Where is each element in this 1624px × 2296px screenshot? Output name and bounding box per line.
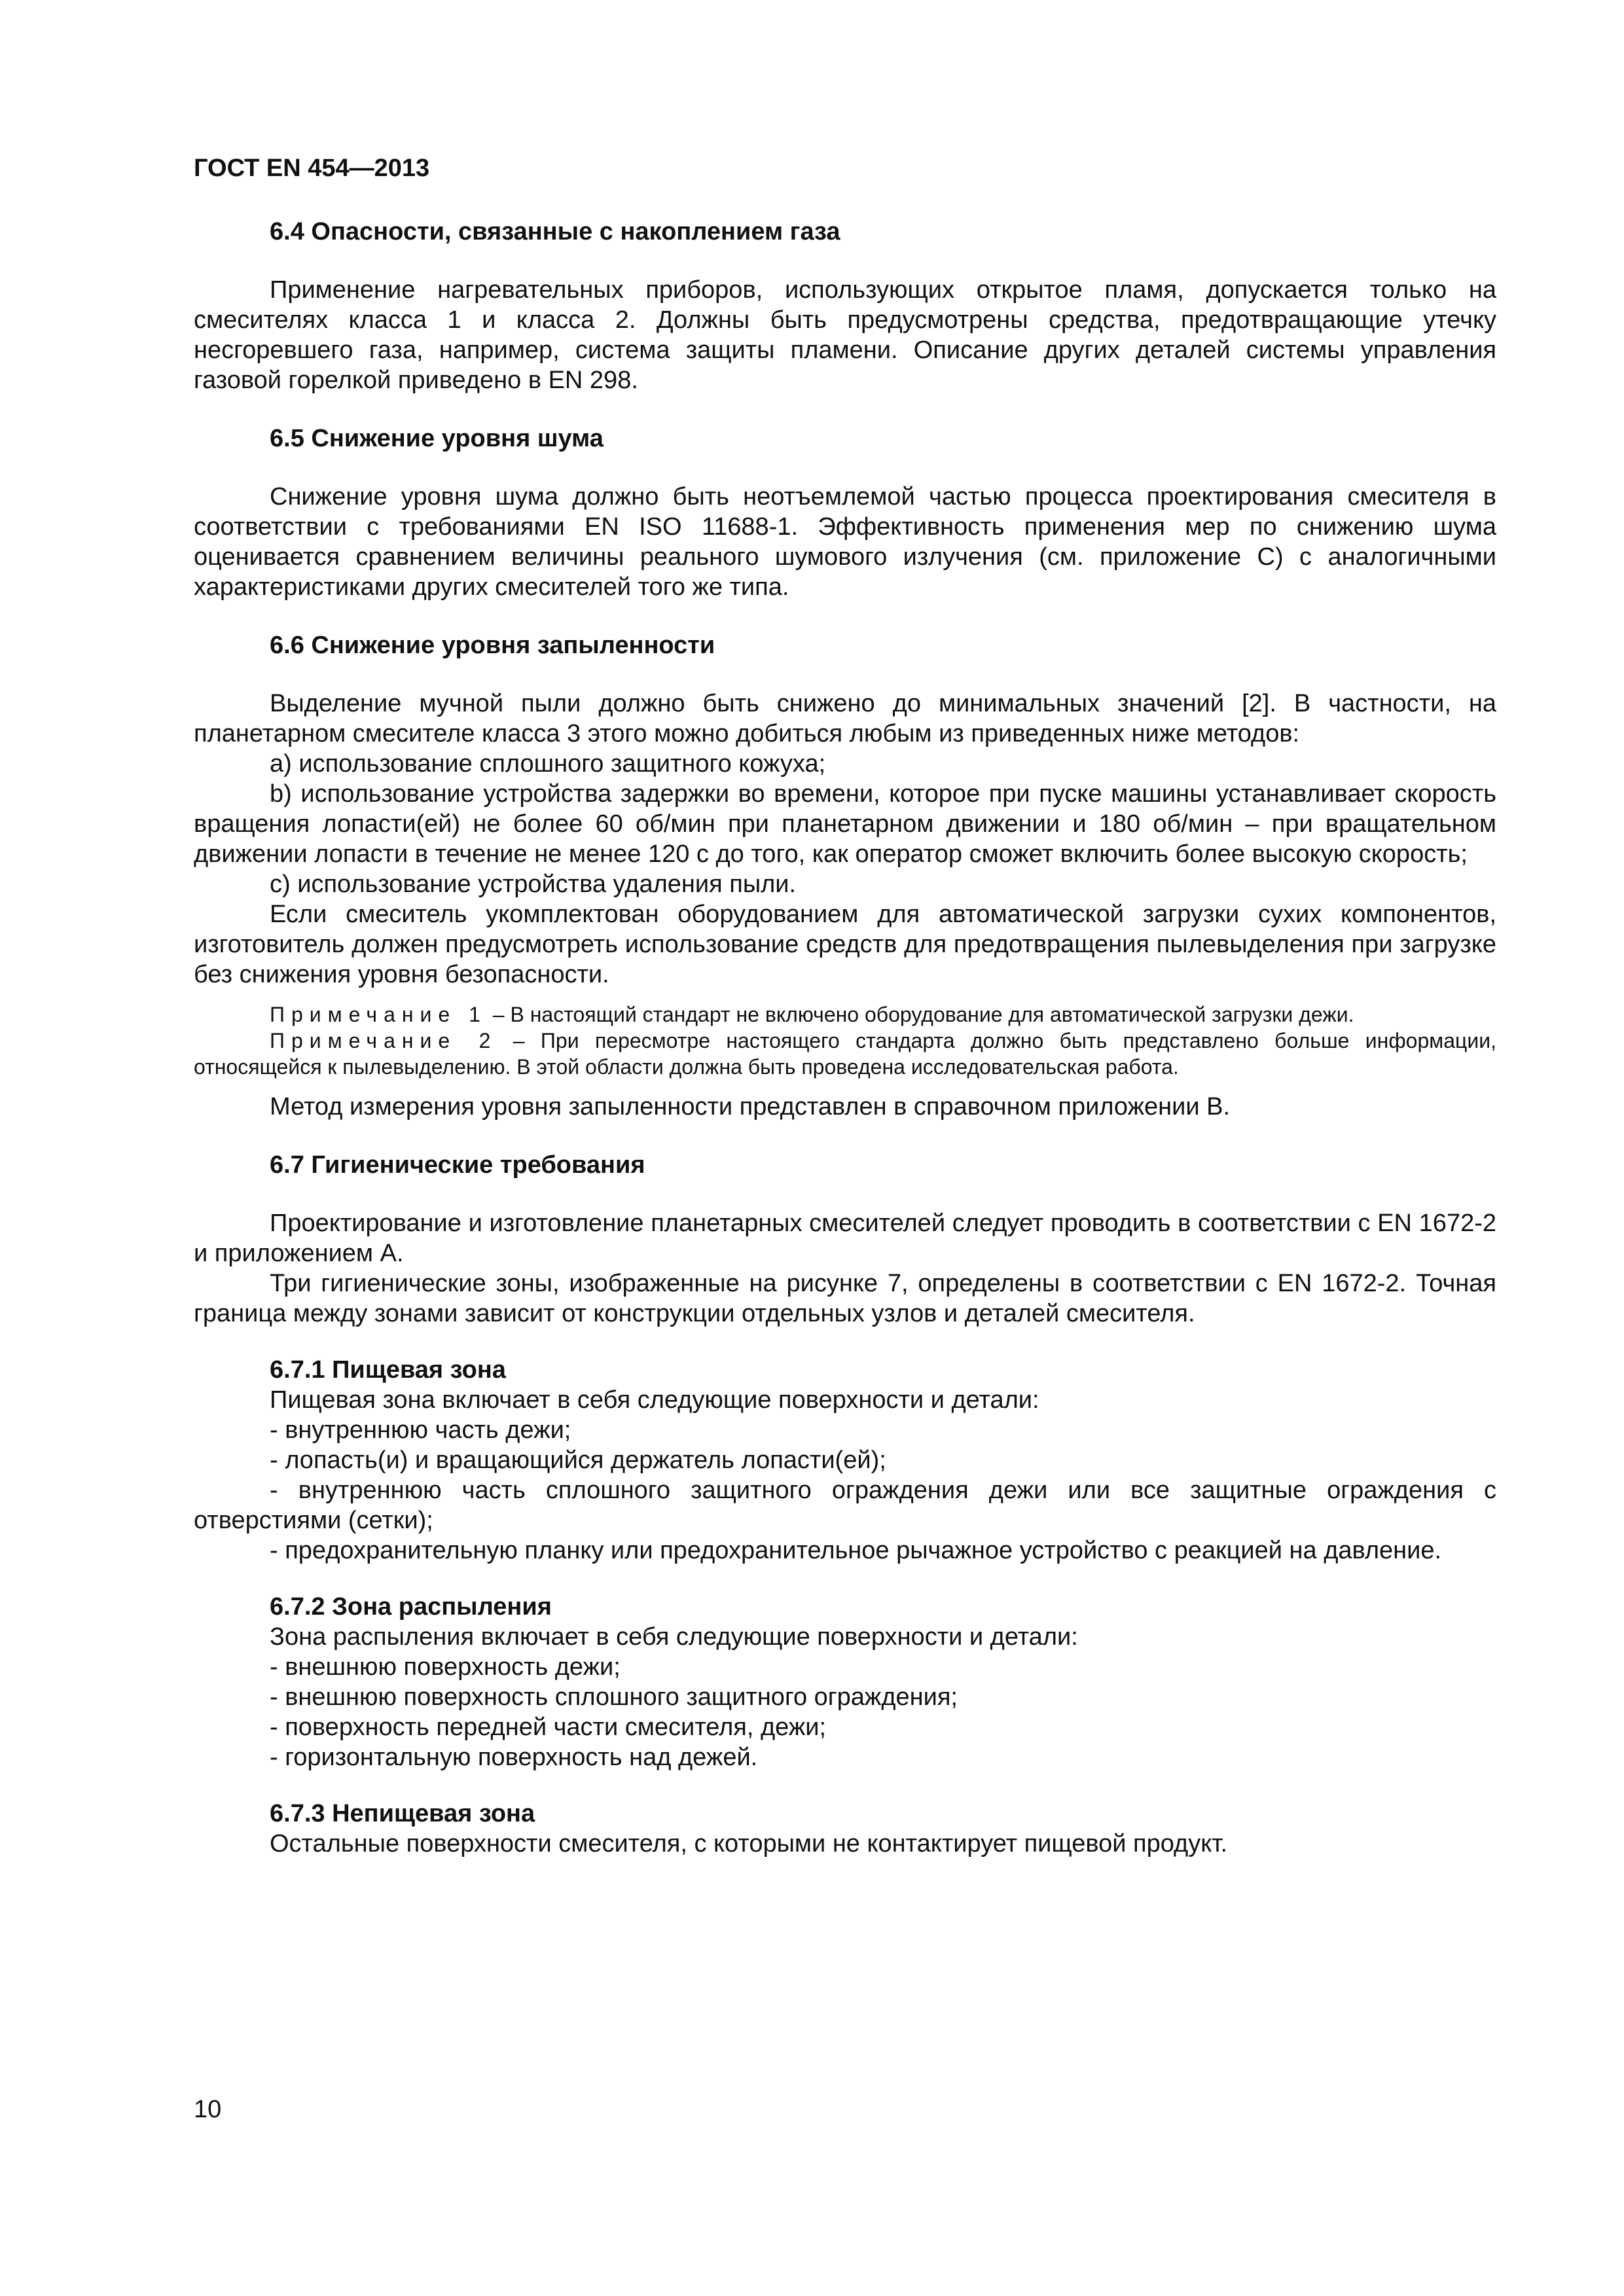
section-6-7-2-title: 6.7.2 Зона распыления	[270, 1593, 552, 1621]
list-item: - предохранительную планку или предохранительное рычажное устройство с реакцией на давление.	[270, 1537, 1442, 1564]
page-content	[194, 152, 1496, 1859]
section-6-7-title: 6.7 Гигиенические требования	[270, 1151, 645, 1179]
note-2-text: – При пересмотре настоящего стандарта должно быть представлено больше информации, относящейся к пылевыделению. В этой области должна быть проведена исследовательская работа.	[194, 1029, 1497, 1079]
section-6-7-2-intro: Зона распыления включает в себя следующие поверхности и детали:	[270, 1623, 1078, 1651]
list-item-c: с) использование устройства удаления пыли.	[270, 870, 797, 898]
list-item: - внешнюю поверхность сплошного защитного ограждения;	[270, 1683, 958, 1711]
note-1-text: – В настоящий стандарт не включено оборудование для автоматической загрузки дежи.	[486, 1003, 1354, 1026]
list-item-a: а) использование сплошного защитного кожуха;	[270, 750, 826, 778]
section-6-5-title: 6.5 Снижение уровня шума	[270, 425, 604, 452]
section-6-6-paragraph-3: Метод измерения уровня запыленности представлен в справочном приложении В.	[270, 1093, 1231, 1121]
note-2-label: Примечание 2	[270, 1029, 497, 1052]
section-6-7-3-title: 6.7.3 Непищевая зона	[270, 1800, 535, 1827]
section-6-7-1-title: 6.7.1 Пищевая зона	[270, 1356, 506, 1384]
section-6-6-paragraph-1: Выделение мучной пыли должно быть снижено до минимальных значений [2]. В частности, на планетарном смесителе класса 3 этого можно добиться любым из приведенных ниже методов:	[194, 690, 1496, 747]
list-item: - внешнюю поверхность дежи;	[270, 1653, 621, 1681]
section-6-4-paragraph: Применение нагревательных приборов, использующих открытое пламя, допускается только на смесителях класса 1 и класса 2. Должны быть предусмотрены средства, предотвращающие утечку несгоревшего газа, например, система защиты пламени. Описание других деталей системы управления газовой горелкой приведено в EN 298.	[194, 276, 1496, 394]
list-item: - горизонтальную поверхность над дежей.	[270, 1744, 758, 1771]
section-6-4-title: 6.4 Опасности, связанные с накоплением газа	[270, 218, 840, 245]
list-item: - внутреннюю часть сплошного защитного ограждения дежи или все защитные ограждения с отверстиями (сетки);	[194, 1477, 1496, 1534]
note-1-label: Примечание 1	[270, 1003, 487, 1026]
section-6-6-paragraph-2: Если смеситель укомплектован оборудованием для автоматической загрузки сухих компонентов, изготовитель должен предусмотреть использование средств для предотвращения пылевыделения при загрузке без снижения уровня безопасности.	[194, 901, 1496, 988]
list-item-b: b) использование устройства задержки во времени, которое при пуске машины устанавливает скорость вращения лопасти(ей) не более 60 об/мин при планетарном движении и 180 об/мин – при вращательном движении лопасти в течение не менее 120 с до того, как оператор сможет включить более высокую скорость;	[194, 780, 1496, 868]
section-6-7-paragraph-2: Три гигиенические зоны, изображенные на рисунке 7, определены в соответствии с EN 1672-2. Точная граница между зонами зависит от конструкции отдельных узлов и деталей смесителя.	[194, 1270, 1496, 1327]
list-item: - поверхность передней части смесителя, дежи;	[270, 1713, 827, 1741]
list-item: - лопасть(и) и вращающийся держатель лопасти(ей);	[270, 1446, 886, 1474]
page-number: 10	[194, 2096, 222, 2123]
document-header: ГОСТ EN 454—2013	[194, 154, 430, 182]
section-6-7-1-intro: Пищевая зона включает в себя следующие поверхности и детали:	[270, 1386, 1039, 1414]
section-6-7-3-text: Остальные поверхности смесителя, с которыми не контактирует пищевой продукт.	[270, 1830, 1228, 1857]
section-6-6-title: 6.6 Снижение уровня запыленности	[270, 632, 715, 659]
note-1	[194, 1001, 1496, 1028]
note-2	[194, 1028, 1496, 1080]
section-6-7-paragraph-1: Проектирование и изготовление планетарных смесителей следует проводить в соответствии с EN 1672-2 и приложением А.	[194, 1210, 1496, 1267]
section-6-5-paragraph: Снижение уровня шума должно быть неотъемлемой частью процесса проектирования смесителя в соответствии с требованиями EN ISO 11688-1. Эффективность применения мер по снижению шума оценивается сравнением величины реального шумового излучения (см. приложение С) с аналогичными характеристиками других смесителей того же типа.	[194, 483, 1496, 601]
list-item: - внутреннюю часть дежи;	[270, 1416, 571, 1444]
